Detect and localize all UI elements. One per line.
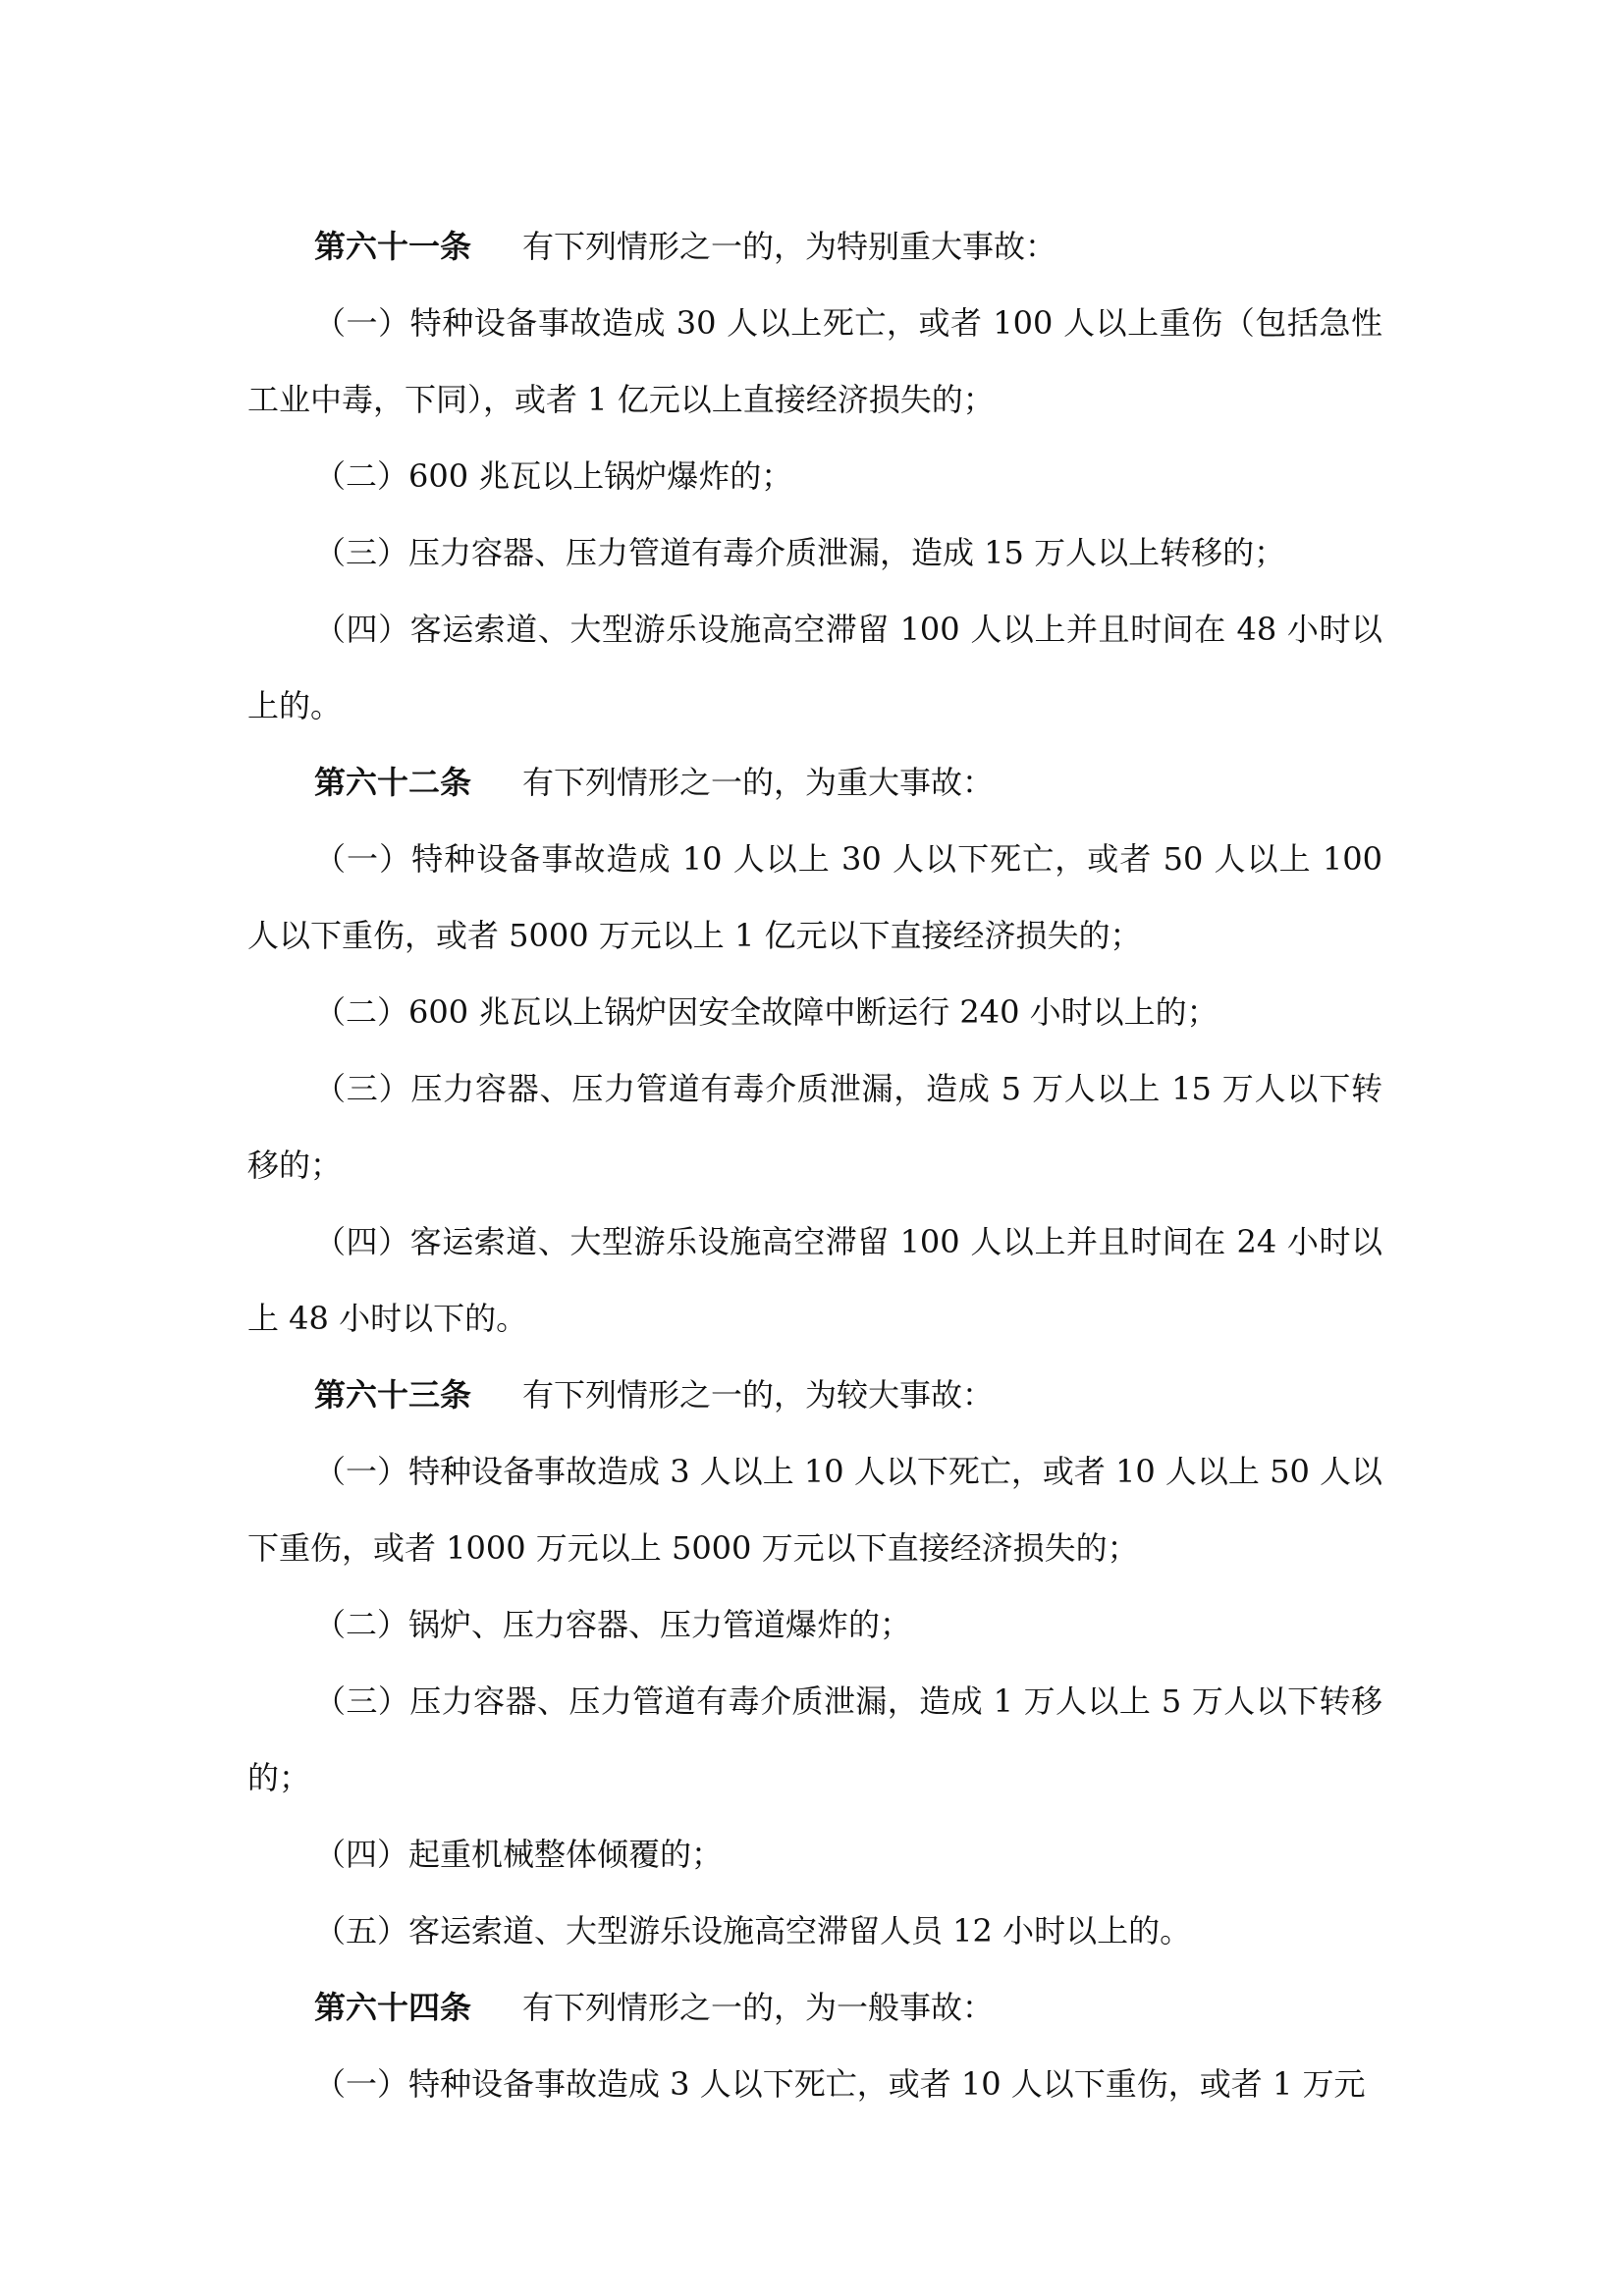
article-63-intro: 有下列情形之一的，为较大事故： [522, 1376, 995, 1414]
article-61-item-1: （一）特种设备事故造成 30 人以上死亡，或者 100 人以上重伤（包括急性工业中毒，下同），或者 1 亿元以上直接经济损失的； [247, 304, 1382, 418]
article-61-item-3: （三）压力容器、压力管道有毒介质泄漏，造成 15 万人以上转移的； [314, 534, 1286, 571]
article-63-item-3: （三）压力容器、压力管道有毒介质泄漏，造成 1 万人以上 5 万人以下转移的； [247, 1682, 1382, 1796]
article-62-item-3: （三）压力容器、压力管道有毒介质泄漏，造成 5 万人以上 15 万人以下转移的； [247, 1070, 1382, 1184]
regulation-text [247, 208, 1382, 2122]
article-61-item-2: （二）600 兆瓦以上锅炉爆炸的； [314, 457, 793, 495]
article-63-item-4: （四）起重机械整体倾覆的； [314, 1836, 724, 1873]
article-63-item-2: （二）锅炉、压力容器、压力管道爆炸的； [314, 1606, 912, 1643]
article-62-item-4: （四）客运索道、大型游乐设施高空滞留 100 人以上并且时间在 24 小时以上 48 小时以下的。 [247, 1223, 1382, 1337]
article-63-item-5: （五）客运索道、大型游乐设施高空滞留人员 12 小时以上的。 [314, 1912, 1192, 1949]
article-62-item-1: （一）特种设备事故造成 10 人以上 30 人以下死亡，或者 50 人以上 100 人以下重伤，或者 5000 万元以上 1 亿元以下直接经济损失的； [247, 840, 1382, 954]
article-62-item-2: （二）600 兆瓦以上锅炉因安全故障中断运行 240 小时以上的； [314, 993, 1218, 1031]
article-63-heading [247, 1357, 1382, 1433]
article-64-heading [247, 1969, 1382, 2046]
article-63-label: 第六十三条 [314, 1376, 472, 1414]
article-61-heading [247, 208, 1382, 285]
article-62-heading [247, 744, 1382, 821]
article-61-intro: 有下列情形之一的，为特别重大事故： [522, 228, 1057, 265]
article-64-intro: 有下列情形之一的，为一般事故： [522, 1989, 995, 2026]
article-62-intro: 有下列情形之一的，为重大事故： [522, 764, 995, 801]
article-64-item-1: （一）特种设备事故造成 3 人以下死亡，或者 10 人以下重伤，或者 1 万元 [314, 2065, 1366, 2103]
article-63-item-1: （一）特种设备事故造成 3 人以上 10 人以下死亡，或者 10 人以上 50 人以下重伤，或者 1000 万元以上 5000 万元以下直接经济损失的； [247, 1453, 1382, 1567]
article-64-label: 第六十四条 [314, 1989, 472, 2026]
article-61-item-4: （四）客运索道、大型游乐设施高空滞留 100 人以上并且时间在 48 小时以上的。 [247, 611, 1382, 724]
article-62-label: 第六十二条 [314, 764, 472, 801]
article-61-label: 第六十一条 [314, 228, 472, 265]
